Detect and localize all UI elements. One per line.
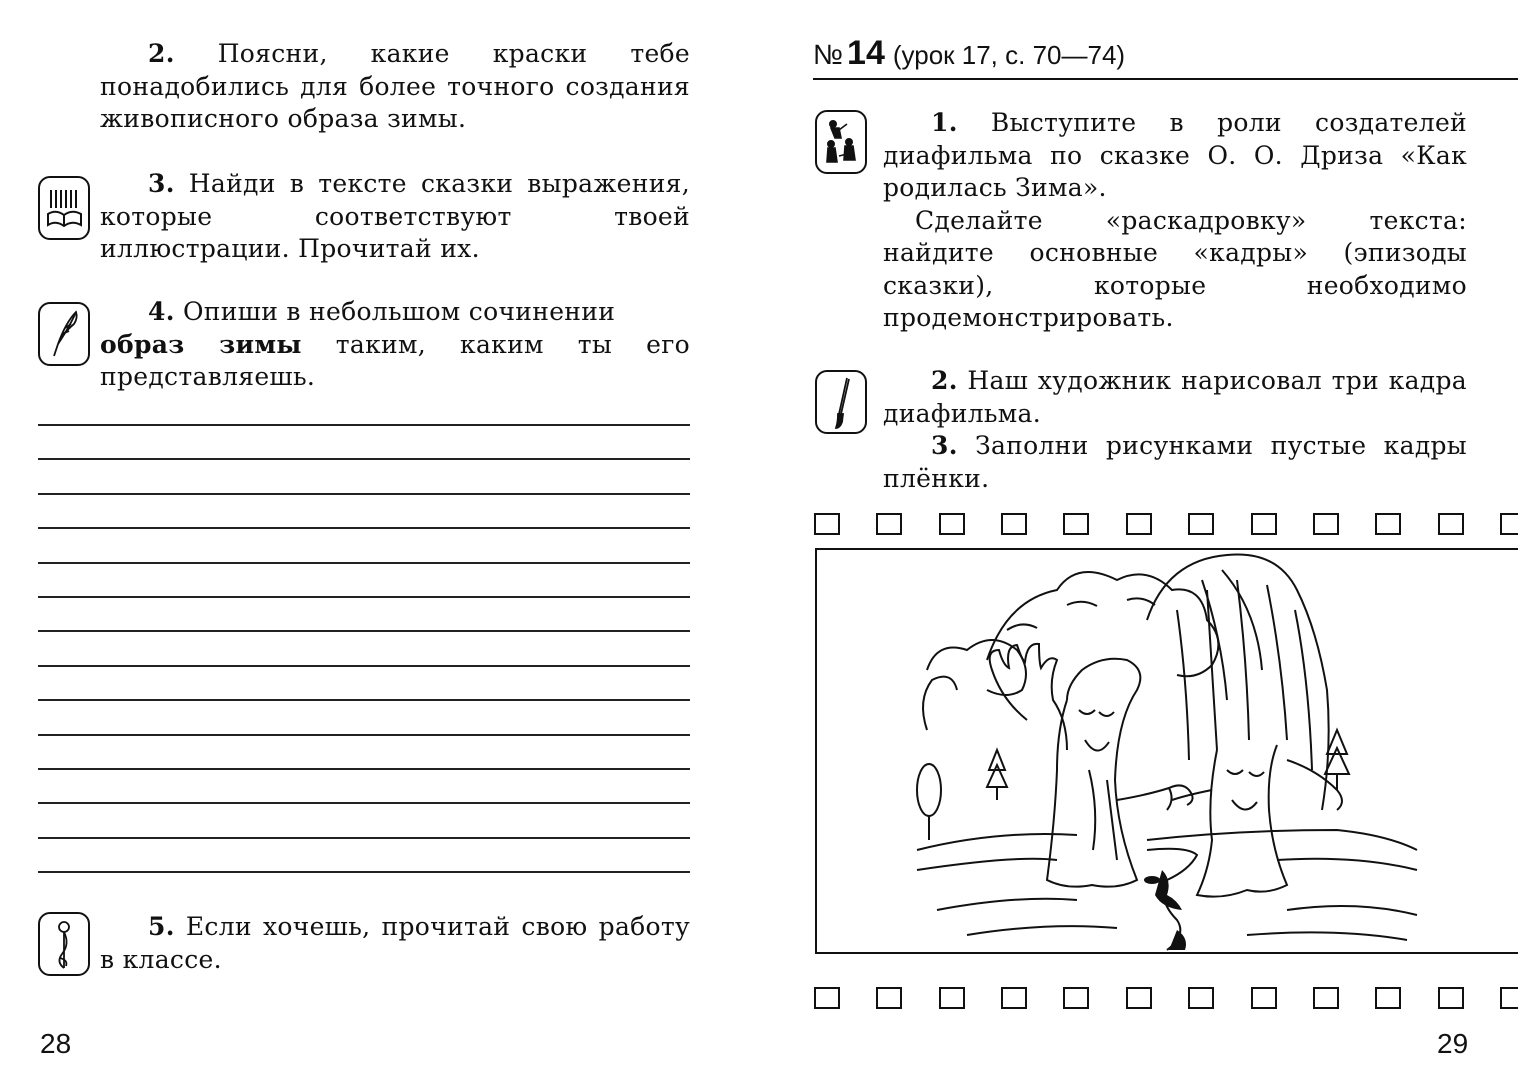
- page-number: 28: [40, 1028, 72, 1059]
- number-sign: №: [813, 39, 844, 70]
- task-number: 3.: [148, 169, 175, 198]
- task-bold-text: образ зимы: [100, 329, 302, 359]
- film-sprockets-top: [814, 513, 1518, 537]
- film-sprocket-hole: [1500, 987, 1518, 1009]
- task-4-left: [100, 296, 690, 394]
- right-page: [759, 0, 1518, 1080]
- film-sprocket-hole: [1063, 987, 1089, 1009]
- film-sprockets-bottom: [814, 987, 1518, 1011]
- film-sprocket-hole: [1251, 513, 1277, 535]
- film-sprocket-hole: [1313, 513, 1339, 535]
- writing-line[interactable]: [38, 768, 690, 802]
- task-2-left: [100, 38, 690, 136]
- film-sprocket-hole: [939, 513, 965, 535]
- group-work-icon: [815, 110, 867, 174]
- film-frame: [815, 548, 1518, 954]
- task-text: таким, каким ты его представляешь.: [100, 329, 690, 391]
- film-sprocket-hole: [1313, 987, 1339, 1009]
- task-number: 5.: [148, 912, 175, 941]
- lesson-number: 14: [847, 34, 885, 72]
- task-3-left: [100, 168, 690, 266]
- writing-line[interactable]: [38, 493, 690, 527]
- film-sprocket-hole: [1375, 513, 1401, 535]
- task-2-right: [883, 365, 1467, 495]
- writing-line[interactable]: [38, 734, 690, 768]
- film-sprocket-hole: [1251, 987, 1277, 1009]
- writing-line[interactable]: [38, 871, 690, 905]
- writing-line[interactable]: [38, 596, 690, 630]
- task-text: Наш художник нарисовал три кадра диафильма.: [883, 366, 1467, 428]
- task-text: Поясни, какие краски тебе понадобились для более точного создания живописного образа зимы.: [100, 39, 690, 133]
- writing-line[interactable]: [38, 699, 690, 733]
- writing-line[interactable]: [38, 802, 690, 836]
- lesson-reference: (урок 17, с. 70—74): [892, 40, 1126, 70]
- film-sprocket-hole: [1438, 987, 1464, 1009]
- film-sprocket-hole: [1063, 513, 1089, 535]
- task-5-left: [100, 911, 690, 976]
- task-number: 2.: [148, 39, 175, 68]
- task-text: Найди в тексте сказки выражения, которые соответствуют твоей иллюстрации. Прочитай их.: [100, 169, 691, 263]
- task-number: 2.: [931, 366, 958, 395]
- book-icon: [38, 176, 90, 240]
- task-text: Сделайте «раскадровку» текста: найдите основные «кадры» (эпизоды сказки), которые необходимо продемонстрировать.: [883, 205, 1467, 332]
- film-sprocket-hole: [1001, 513, 1027, 535]
- page-number: 29: [1437, 1028, 1469, 1059]
- film-sprocket-hole: [1500, 513, 1518, 535]
- task-text: Заполни рисунками пустые кадры плёнки.: [883, 431, 1468, 493]
- film-sprocket-hole: [876, 987, 902, 1009]
- writing-line[interactable]: [38, 527, 690, 561]
- writing-line[interactable]: [38, 665, 690, 699]
- film-sprocket-hole: [876, 513, 902, 535]
- writing-line[interactable]: [38, 458, 690, 492]
- task-number: 3.: [931, 431, 958, 460]
- task-text: Если хочешь, прочитай свою работу в классе.: [100, 912, 690, 974]
- film-sprocket-hole: [1126, 513, 1152, 535]
- film-sprocket-hole: [1001, 987, 1027, 1009]
- task-number: 1.: [931, 108, 958, 137]
- film-sprocket-hole: [1375, 987, 1401, 1009]
- writing-line[interactable]: [38, 562, 690, 596]
- microphone-icon: [38, 912, 90, 976]
- task-text: Выступите в роли создателей диафильма по сказке О. О. Дриза «Как родилась Зима».: [883, 108, 1468, 202]
- film-sprocket-hole: [814, 987, 840, 1009]
- film-sprocket-hole: [1188, 513, 1214, 535]
- quill-pen-icon: [38, 302, 90, 366]
- lesson-header: [813, 34, 1518, 80]
- film-sprocket-hole: [1188, 987, 1214, 1009]
- task-number: 4.: [148, 297, 175, 326]
- writing-line[interactable]: [38, 837, 690, 871]
- paintbrush-icon: [815, 370, 867, 434]
- film-sprocket-hole: [1438, 513, 1464, 535]
- film-sprocket-hole: [814, 513, 840, 535]
- two-trees-illustration: [817, 550, 1518, 952]
- writing-line[interactable]: [38, 424, 690, 458]
- task-1-right: [883, 107, 1467, 335]
- writing-lines[interactable]: [38, 424, 690, 905]
- task-text: Опиши в небольшом сочинении: [182, 297, 616, 326]
- writing-line[interactable]: [38, 630, 690, 664]
- film-sprocket-hole: [939, 987, 965, 1009]
- film-sprocket-hole: [1126, 987, 1152, 1009]
